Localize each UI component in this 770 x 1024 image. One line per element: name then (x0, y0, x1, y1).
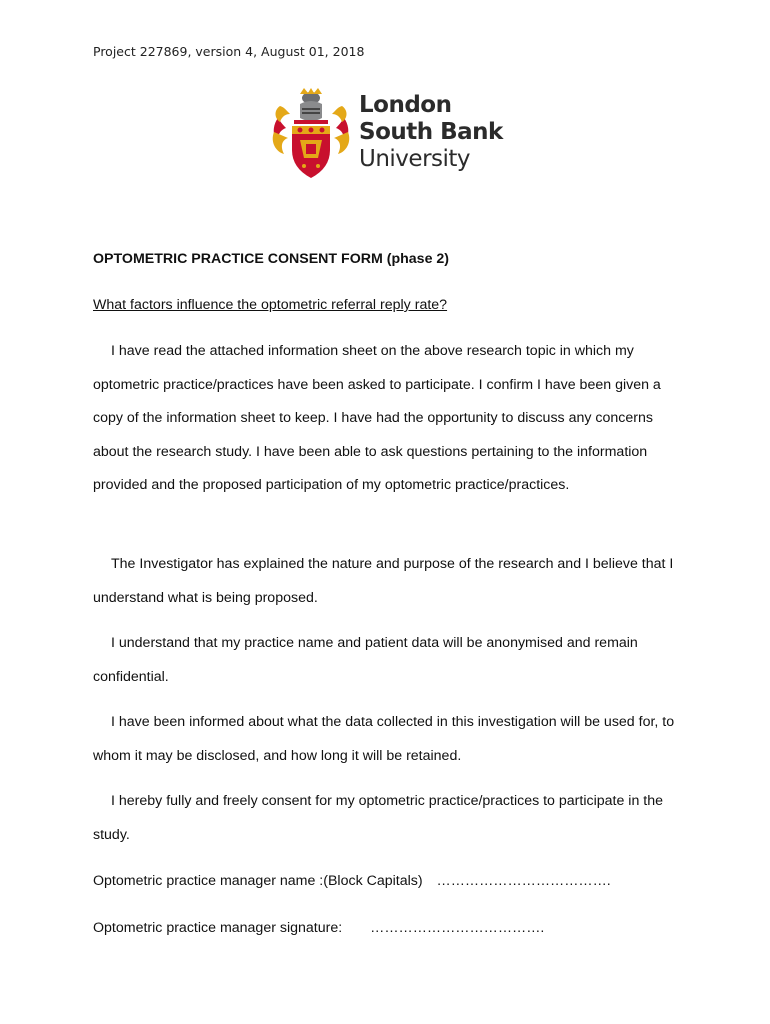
form-title: OPTOMETRIC PRACTICE CONSENT FORM (phase 2) (93, 251, 450, 267)
logo-line-south-bank: South Bank (359, 119, 503, 145)
consent-paragraph-5: I hereby fully and freely consent for my optometric practice/practices to participate in the study. (93, 793, 663, 843)
university-wordmark (359, 92, 503, 173)
consent-paragraph-3: I understand that my practice name and patient data will be anonymised and remain confidential. (93, 635, 638, 685)
manager-signature-label: Optometric practice manager signature: (93, 920, 343, 936)
manager-name-field[interactable]: ………………………………. (436, 873, 611, 889)
research-question: What factors influence the optometric referral reply rate? (93, 297, 448, 313)
manager-signature-row (93, 920, 544, 936)
manager-name-label: Optometric practice manager name :(Block Capitals) (93, 873, 423, 889)
consent-paragraph-2: The Investigator has explained the nature and purpose of the research and I believe that I understand what is being proposed. (93, 556, 674, 606)
crest-icon (270, 88, 352, 180)
consent-paragraph-4: I have been informed about what the data collected in this investigation will be used for, to whom it may be disclosed, and how long it will be retained. (93, 714, 675, 764)
consent-paragraph-1: I have read the attached information sheet on the above research topic in which my optometric practice/practices have been asked to participate. I confirm I have been given a copy of the information sheet to keep. I have had the opportunity to discuss any concerns about the research study. I have been able to ask questions pertaining to the information provided and the proposed participation of my optometric practice/practices. (93, 343, 661, 494)
university-logo (270, 88, 510, 183)
manager-name-row (93, 873, 611, 889)
manager-signature-field[interactable]: ………………………………. (370, 920, 545, 936)
project-header: Project 227869, version 4, August 01, 2018 (93, 44, 365, 59)
logo-line-university: University (359, 146, 471, 172)
logo-line-london: London (359, 92, 452, 118)
